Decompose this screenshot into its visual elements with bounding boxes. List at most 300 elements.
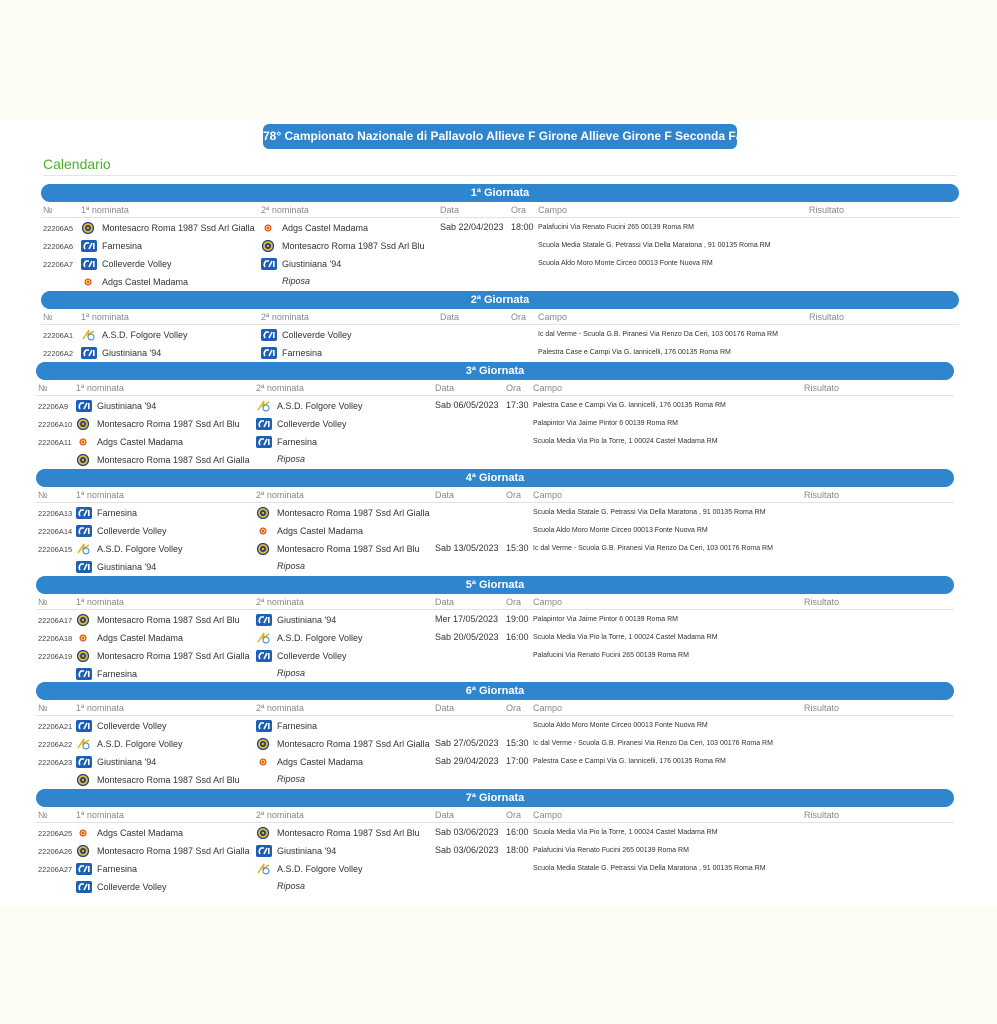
match-number: 22206A11: [38, 438, 72, 447]
column-header-team1: 1ª nominata: [81, 312, 129, 322]
team-name: Farnesina: [102, 241, 143, 251]
away-team: [256, 863, 363, 875]
match-date: Sab 29/04/2023: [435, 756, 499, 766]
csi-logo-icon: [76, 881, 92, 893]
match-time: 17:00: [506, 756, 529, 766]
montesacro-logo-icon: [256, 543, 272, 555]
match-venue: Palafucini Via Renato Fucini 265 00139 Roma RM: [538, 224, 694, 231]
away-team: [256, 525, 363, 537]
match-row: [41, 254, 959, 272]
team-name: Montesacro Roma 1987 Ssd Arl Gialla: [102, 223, 255, 233]
team-name: Riposa: [277, 668, 306, 678]
csi-logo-icon: [76, 400, 92, 412]
match-number: 22206A5: [43, 224, 74, 233]
montesacro-logo-icon: [256, 738, 272, 750]
home-team: [81, 347, 161, 359]
match-venue: Ic dal Verme - Scuola G.B. Piranesi Via Renzo Da Ceri, 103 00176 Roma RM: [533, 740, 773, 747]
match-time: 19:00: [506, 614, 529, 624]
column-header-no: №: [38, 383, 48, 393]
bye-label: [256, 668, 305, 678]
match-number: 22206A26: [38, 847, 73, 856]
match-number: 22206A15: [38, 545, 73, 554]
csi-logo-icon: [76, 507, 92, 519]
away-team: [256, 650, 347, 662]
montesacro-logo-icon: [76, 845, 92, 857]
column-header-no: №: [38, 490, 48, 500]
home-team: [81, 276, 188, 288]
match-row: [36, 557, 954, 575]
home-team: [76, 507, 137, 519]
csi-logo-icon: [76, 525, 92, 537]
match-date: Mer 17/05/2023: [435, 614, 499, 624]
match-venue: Palestra Case e Campi Via G. Iannicelli, 176 00135 Roma RM: [533, 758, 726, 765]
match-row: [36, 716, 954, 734]
castel-madama-logo-icon: [261, 222, 277, 234]
match-venue: Palafucini Via Renato Fucini 265 00139 Roma RM: [533, 847, 689, 854]
column-header-venue: Campo: [533, 383, 563, 393]
match-row: [36, 859, 954, 877]
home-team: [76, 418, 240, 430]
column-header-time: Ora: [506, 383, 522, 393]
match-venue: Scuola Aldo Moro Monte Circeo 00013 Fonte Nuova RM: [538, 260, 713, 267]
match-date: Sab 22/04/2023: [440, 222, 504, 232]
match-row: [36, 664, 954, 682]
column-header-team2: 2ª nominata: [256, 810, 304, 820]
team-name: Riposa: [277, 881, 306, 891]
away-team: [256, 614, 336, 626]
team-name: A.S.D. Folgore Volley: [102, 330, 188, 340]
team-name: Colleverde Volley: [277, 419, 347, 429]
column-header-time: Ora: [506, 810, 522, 820]
column-header-result: Risultato: [804, 597, 840, 607]
team-name: Farnesina: [97, 669, 138, 679]
match-time: 16:00: [506, 632, 529, 642]
table-header: [36, 380, 954, 396]
match-venue: Scuola Media Statale G. Petrassi Via Della Maratona , 91 00135 Roma RM: [533, 865, 766, 872]
team-name: Giustiniana '94: [277, 846, 337, 856]
match-date: Sab 20/05/2023: [435, 632, 499, 642]
match-row: [36, 823, 954, 841]
csi-logo-icon: [81, 347, 97, 359]
away-team: [261, 329, 352, 341]
match-number: 22206A18: [38, 634, 73, 643]
column-header-no: №: [43, 205, 53, 215]
away-team: [256, 720, 317, 732]
round-section: [36, 362, 954, 468]
column-header-result: Risultato: [804, 810, 840, 820]
castel-madama-logo-icon: [256, 525, 272, 537]
away-team: [256, 418, 347, 430]
match-number: 22206A13: [38, 509, 73, 518]
team-name: Farnesina: [97, 508, 138, 518]
match-row: [41, 272, 959, 290]
team-name: Montesacro Roma 1987 Ssd Arl Blu: [277, 828, 420, 838]
calendar-divider: [43, 175, 957, 176]
away-team: [261, 258, 341, 270]
match-time: 18:00: [506, 845, 529, 855]
match-time: 16:00: [506, 827, 529, 837]
bye-label: [261, 276, 310, 286]
home-team: [76, 436, 183, 448]
folgore-logo-icon: [256, 632, 272, 644]
column-header-venue: Campo: [533, 810, 563, 820]
away-team: [256, 756, 363, 768]
match-row: [36, 610, 954, 628]
csi-logo-icon: [256, 436, 272, 448]
match-row: [36, 841, 954, 859]
montesacro-logo-icon: [261, 240, 277, 252]
montesacro-logo-icon: [256, 507, 272, 519]
castel-madama-logo-icon: [76, 632, 92, 644]
column-header-time: Ora: [511, 312, 527, 322]
column-header-no: №: [43, 312, 53, 322]
match-number: 22206A10: [38, 420, 73, 429]
castel-madama-logo-icon: [76, 436, 92, 448]
csi-logo-icon: [76, 756, 92, 768]
home-team: [81, 240, 142, 252]
match-number: 22206A9: [38, 402, 69, 411]
team-name: Montesacro Roma 1987 Ssd Arl Gialla: [277, 739, 430, 749]
home-team: [76, 632, 183, 644]
match-date: Sab 03/06/2023: [435, 845, 499, 855]
match-time: 18:00: [511, 222, 534, 232]
column-header-date: Data: [435, 490, 455, 500]
csi-logo-icon: [76, 561, 92, 573]
team-name: Adgs Castel Madama: [97, 828, 184, 838]
round-title: 2ª Giornata: [41, 291, 959, 309]
column-header-team1: 1ª nominata: [81, 205, 129, 215]
match-venue: Scuola Aldo Moro Monte Circeo 00013 Fonte Nuova RM: [533, 722, 708, 729]
team-name: A.S.D. Folgore Volley: [277, 633, 363, 643]
csi-logo-icon: [81, 258, 97, 270]
match-row: [36, 396, 954, 414]
column-header-result: Risultato: [809, 312, 845, 322]
castel-madama-logo-icon: [81, 276, 97, 288]
match-row: [36, 521, 954, 539]
round-title: 5ª Giornata: [36, 576, 954, 594]
match-venue: Palapintor Via Jaime Pintor 6 00139 Roma RM: [533, 420, 679, 427]
match-row: [36, 450, 954, 468]
team-name: Adgs Castel Madama: [97, 633, 184, 643]
match-row: [36, 628, 954, 646]
team-name: Colleverde Volley: [277, 651, 347, 661]
montesacro-logo-icon: [76, 418, 92, 430]
column-header-result: Risultato: [804, 383, 840, 393]
away-team: [256, 845, 336, 857]
column-header-team1: 1ª nominata: [76, 597, 124, 607]
match-number: 22206A7: [43, 260, 74, 269]
csi-logo-icon: [256, 614, 272, 626]
team-name: Giustiniana '94: [97, 401, 157, 411]
column-header-team2: 2ª nominata: [256, 703, 304, 713]
match-venue: Scuola Media Via Pio la Torre, 1 00024 Castel Madama RM: [533, 829, 718, 836]
team-name: A.S.D. Folgore Volley: [277, 401, 363, 411]
match-venue: Scuola Media Via Pio la Torre, 1 00024 Castel Madama RM: [533, 438, 718, 445]
montesacro-logo-icon: [76, 650, 92, 662]
home-team: [76, 525, 167, 537]
team-name: Giustiniana '94: [97, 757, 157, 767]
team-name: Montesacro Roma 1987 Ssd Arl Gialla: [277, 508, 430, 518]
home-team: [81, 222, 255, 234]
match-row: [36, 432, 954, 450]
team-name: Montesacro Roma 1987 Ssd Arl Gialla: [97, 455, 250, 465]
home-team: [81, 258, 172, 270]
column-header-team2: 2ª nominata: [261, 205, 309, 215]
home-team: [76, 454, 250, 466]
match-venue: Palafucini Via Renato Fucini 265 00139 Roma RM: [533, 652, 689, 659]
team-name: Montesacro Roma 1987 Ssd Arl Blu: [97, 775, 240, 785]
csi-logo-icon: [256, 418, 272, 430]
round-section: [41, 291, 959, 360]
folgore-logo-icon: [256, 863, 272, 875]
match-venue: Scuola Aldo Moro Monte Circeo 00013 Fonte Nuova RM: [533, 527, 708, 534]
team-name: Montesacro Roma 1987 Ssd Arl Blu: [97, 615, 240, 625]
match-venue: Palestra Case e Campi Via G. Iannicelli, 176 00135 Roma RM: [538, 349, 731, 356]
team-name: Montesacro Roma 1987 Ssd Arl Blu: [97, 419, 240, 429]
round-section: [36, 469, 954, 575]
match-date: Sab 03/06/2023: [435, 827, 499, 837]
column-header-venue: Campo: [538, 205, 568, 215]
away-team: [256, 507, 430, 519]
team-name: Farnesina: [282, 348, 323, 358]
column-header-no: №: [38, 597, 48, 607]
csi-logo-icon: [256, 650, 272, 662]
table-header: [41, 202, 959, 218]
column-header-result: Risultato: [804, 490, 840, 500]
home-team: [76, 863, 137, 875]
away-team: [256, 400, 363, 412]
team-name: Giustiniana '94: [282, 259, 342, 269]
csi-logo-icon: [256, 845, 272, 857]
away-team: [256, 738, 430, 750]
home-team: [76, 738, 183, 750]
home-team: [76, 720, 167, 732]
away-team: [256, 436, 317, 448]
match-date: Sab 13/05/2023: [435, 543, 499, 553]
match-number: 22206A22: [38, 740, 73, 749]
match-number: 22206A6: [43, 242, 74, 251]
column-header-team1: 1ª nominata: [76, 383, 124, 393]
team-name: Riposa: [277, 454, 306, 464]
match-venue: Palestra Case e Campi Via G. Iannicelli, 176 00135 Roma RM: [533, 402, 726, 409]
match-row: [36, 752, 954, 770]
montesacro-logo-icon: [76, 614, 92, 626]
table-header: [36, 594, 954, 610]
folgore-logo-icon: [81, 329, 97, 341]
round-title: 3ª Giornata: [36, 362, 954, 380]
team-name: Farnesina: [277, 437, 318, 447]
column-header-no: №: [38, 810, 48, 820]
team-name: Farnesina: [277, 721, 318, 731]
csi-logo-icon: [256, 720, 272, 732]
match-row: [41, 343, 959, 360]
csi-logo-icon: [261, 258, 277, 270]
team-name: A.S.D. Folgore Volley: [277, 864, 363, 874]
csi-logo-icon: [76, 668, 92, 680]
folgore-logo-icon: [76, 543, 92, 555]
team-name: Adgs Castel Madama: [282, 223, 369, 233]
match-row: [36, 734, 954, 752]
match-time: 17:30: [506, 400, 529, 410]
match-number: 22206A19: [38, 652, 73, 661]
match-row: [36, 539, 954, 557]
round-section: [41, 184, 959, 291]
team-name: Farnesina: [97, 864, 138, 874]
match-row: [41, 236, 959, 254]
table-header: [36, 700, 954, 716]
home-team: [76, 561, 156, 573]
montesacro-logo-icon: [76, 774, 92, 786]
bye-label: [256, 454, 305, 464]
away-team: [256, 827, 420, 839]
match-row: [41, 218, 959, 236]
bye-label: [256, 881, 305, 891]
away-team: [256, 543, 420, 555]
team-name: Colleverde Volley: [97, 526, 167, 536]
column-header-date: Data: [435, 703, 455, 713]
home-team: [76, 543, 183, 555]
csi-logo-icon: [261, 329, 277, 341]
match-date: Sab 27/05/2023: [435, 738, 499, 748]
team-name: Montesacro Roma 1987 Ssd Arl Gialla: [97, 846, 250, 856]
team-name: Adgs Castel Madama: [97, 437, 184, 447]
montesacro-logo-icon: [81, 222, 97, 234]
away-team: [261, 347, 322, 359]
away-team: [261, 222, 368, 234]
match-venue: Ic dal Verme - Scuola G.B. Piranesi Via Renzo Da Ceri, 103 00176 Roma RM: [538, 331, 778, 338]
column-header-result: Risultato: [804, 703, 840, 713]
column-header-team2: 2ª nominata: [256, 490, 304, 500]
column-header-time: Ora: [506, 703, 522, 713]
table-header: [36, 487, 954, 503]
team-name: Colleverde Volley: [102, 259, 172, 269]
team-name: Colleverde Volley: [97, 721, 167, 731]
match-number: 22206A27: [38, 865, 73, 874]
match-venue: Ic dal Verme - Scuola G.B. Piranesi Via Renzo Da Ceri, 103 00176 Roma RM: [533, 545, 773, 552]
csi-logo-icon: [81, 240, 97, 252]
bye-label: [256, 774, 305, 784]
page-title: 78° Campionato Nazionale di Pallavolo Allieve F Girone Allieve Girone F Seconda Fase: [263, 124, 737, 149]
column-header-venue: Campo: [533, 703, 563, 713]
column-header-date: Data: [440, 312, 460, 322]
column-header-date: Data: [435, 597, 455, 607]
home-team: [76, 845, 250, 857]
home-team: [81, 329, 188, 341]
folgore-logo-icon: [76, 738, 92, 750]
column-header-team1: 1ª nominata: [76, 490, 124, 500]
home-team: [76, 614, 240, 626]
column-header-team1: 1ª nominata: [76, 703, 124, 713]
folgore-logo-icon: [256, 400, 272, 412]
column-header-no: №: [38, 703, 48, 713]
match-time: 15:30: [506, 543, 529, 553]
match-date: Sab 06/05/2023: [435, 400, 499, 410]
team-name: Montesacro Roma 1987 Ssd Arl Gialla: [97, 651, 250, 661]
bye-label: [256, 561, 305, 571]
column-header-team2: 2ª nominata: [256, 597, 304, 607]
column-header-team2: 2ª nominata: [261, 312, 309, 322]
away-team: [256, 632, 363, 644]
match-time: 15:30: [506, 738, 529, 748]
team-name: Adgs Castel Madama: [277, 526, 364, 536]
column-header-team2: 2ª nominata: [256, 383, 304, 393]
match-number: 22206A1: [43, 331, 74, 340]
match-row: [36, 503, 954, 521]
team-name: A.S.D. Folgore Volley: [97, 739, 183, 749]
home-team: [76, 668, 137, 680]
team-name: A.S.D. Folgore Volley: [97, 544, 183, 554]
column-header-team1: 1ª nominata: [76, 810, 124, 820]
team-name: Giustiniana '94: [102, 348, 162, 358]
match-venue: Scuola Media Statale G. Petrassi Via Della Maratona , 91 00135 Roma RM: [533, 509, 766, 516]
montesacro-logo-icon: [76, 454, 92, 466]
column-header-venue: Campo: [538, 312, 568, 322]
match-number: 22206A2: [43, 349, 74, 358]
round-title: 6ª Giornata: [36, 682, 954, 700]
match-row: [36, 646, 954, 664]
match-number: 22206A25: [38, 829, 73, 838]
column-header-date: Data: [435, 383, 455, 393]
match-venue: Palapintor Via Jaime Pintor 6 00139 Roma RM: [533, 616, 679, 623]
match-row: [36, 414, 954, 432]
team-name: Riposa: [277, 774, 306, 784]
team-name: Riposa: [277, 561, 306, 571]
home-team: [76, 756, 156, 768]
match-row: [41, 325, 959, 343]
home-team: [76, 881, 167, 893]
match-number: 22206A21: [38, 722, 73, 731]
match-row: [36, 770, 954, 788]
column-header-time: Ora: [506, 597, 522, 607]
castel-madama-logo-icon: [256, 756, 272, 768]
home-team: [76, 774, 240, 786]
round-title: 7ª Giornata: [36, 789, 954, 807]
castel-madama-logo-icon: [76, 827, 92, 839]
column-header-venue: Campo: [533, 490, 563, 500]
table-header: [36, 807, 954, 823]
round-section: [36, 682, 954, 788]
team-name: Montesacro Roma 1987 Ssd Arl Blu: [277, 544, 420, 554]
home-team: [76, 400, 156, 412]
round-title: 1ª Giornata: [41, 184, 959, 202]
away-team: [261, 240, 425, 252]
match-row: [36, 877, 954, 895]
column-header-time: Ora: [506, 490, 522, 500]
csi-logo-icon: [261, 347, 277, 359]
match-venue: Scuola Media Via Pio la Torre, 1 00024 Castel Madama RM: [533, 634, 718, 641]
column-header-venue: Campo: [533, 597, 563, 607]
csi-logo-icon: [76, 863, 92, 875]
team-name: Riposa: [282, 276, 311, 286]
match-venue: Scuola Media Statale G. Petrassi Via Della Maratona , 91 00135 Roma RM: [538, 242, 771, 249]
table-header: [41, 309, 959, 325]
team-name: Giustiniana '94: [97, 562, 157, 572]
team-name: Montesacro Roma 1987 Ssd Arl Blu: [282, 241, 425, 251]
round-title: 4ª Giornata: [36, 469, 954, 487]
team-name: Adgs Castel Madama: [277, 757, 364, 767]
column-header-date: Data: [435, 810, 455, 820]
calendar-heading: Calendario: [43, 156, 111, 172]
team-name: Colleverde Volley: [282, 330, 352, 340]
column-header-result: Risultato: [809, 205, 845, 215]
home-team: [76, 827, 183, 839]
column-header-time: Ora: [511, 205, 527, 215]
csi-logo-icon: [76, 720, 92, 732]
home-team: [76, 650, 250, 662]
round-section: [36, 576, 954, 682]
match-number: 22206A17: [38, 616, 73, 625]
team-name: Giustiniana '94: [277, 615, 337, 625]
